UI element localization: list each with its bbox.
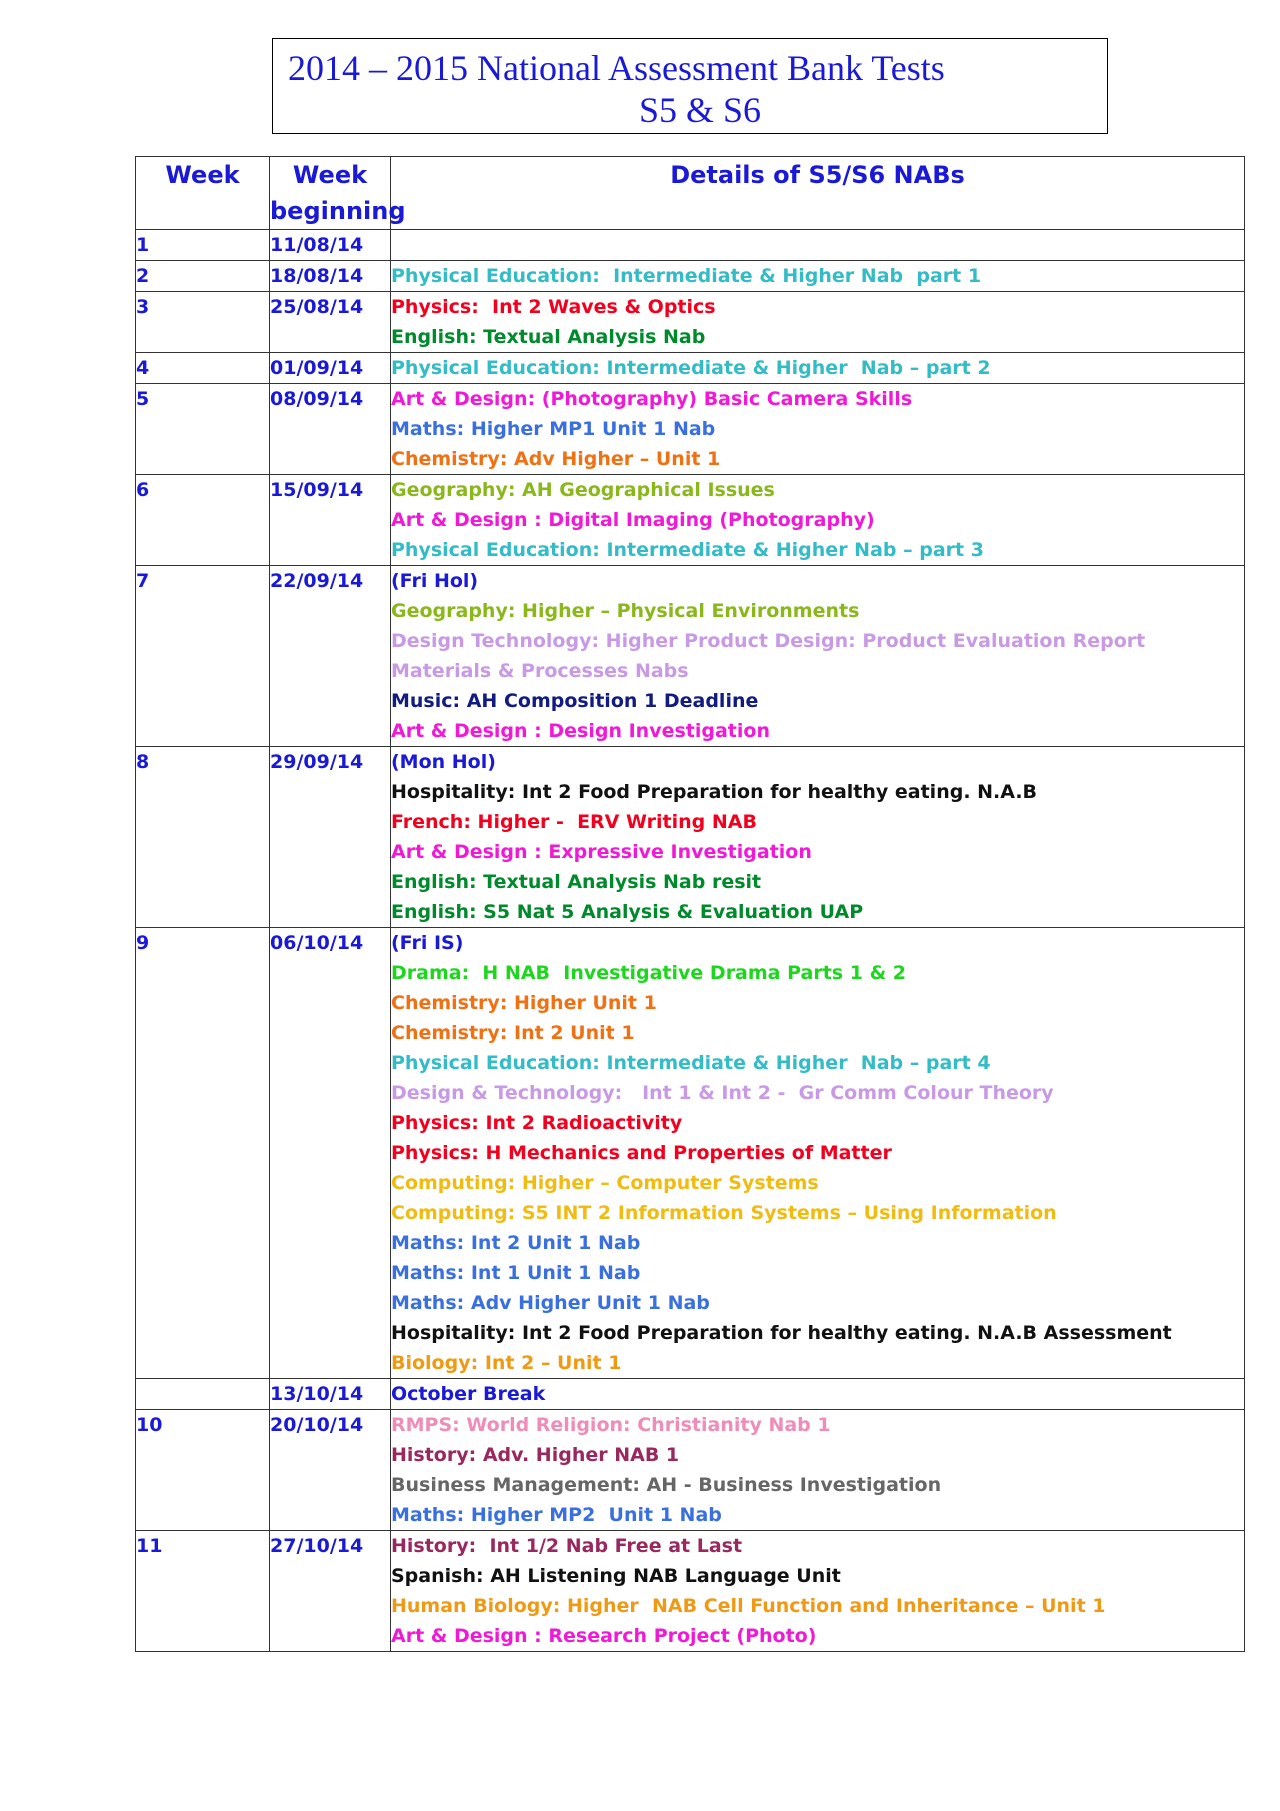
column-header-week-beginning-line2: beginning <box>270 197 406 225</box>
week-beginning-date: 25/08/14 <box>270 292 391 353</box>
table-row <box>136 928 1245 1379</box>
table-row <box>136 1379 1245 1410</box>
table-row <box>136 475 1245 566</box>
column-header-week-beginning <box>270 157 406 230</box>
week-number: 7 <box>136 566 270 747</box>
nab-entry: Art & Design: (Photography) Basic Camera Skills <box>391 388 913 410</box>
nab-details <box>391 747 1245 928</box>
nab-entry: Business Management: AH - Business Investigation <box>391 1474 942 1496</box>
nab-entry: October Break <box>391 1383 546 1405</box>
nab-details <box>391 566 1245 747</box>
nab-entry: Computing: Higher – Computer Systems <box>391 1172 819 1194</box>
column-header-week: Week <box>136 157 270 230</box>
nab-entry: Art & Design : Expressive Investigation <box>391 841 812 863</box>
week-number: 4 <box>136 353 270 384</box>
nab-entry: Physical Education: Intermediate & Higher Nab – part 4 <box>391 1052 991 1074</box>
nab-entry: French: Higher - ERV Writing NAB <box>391 811 757 833</box>
week-number: 2 <box>136 261 270 292</box>
nab-entry: Physics: Int 2 Waves & Optics <box>391 296 716 318</box>
table-row <box>136 230 1245 261</box>
nab-entry: Biology: Int 2 – Unit 1 <box>391 1352 622 1374</box>
column-header-week-beginning-line1: Week <box>292 161 368 189</box>
nab-entry: (Fri Hol) <box>391 570 479 592</box>
table-row <box>136 292 1245 353</box>
week-number <box>136 1379 270 1410</box>
nab-entry: English: S5 Nat 5 Analysis & Evaluation UAP <box>391 901 864 923</box>
page-title: 2014 – 2015 National Assessment Bank Tests <box>288 48 945 88</box>
nab-entry: Drama: H NAB Investigative Drama Parts 1 & 2 <box>391 962 906 984</box>
nab-details <box>391 928 1245 1379</box>
nab-entry: Maths: Int 1 Unit 1 Nab <box>391 1262 641 1284</box>
week-number: 1 <box>136 230 270 261</box>
nab-entry: Maths: Adv Higher Unit 1 Nab <box>391 1292 710 1314</box>
nab-entry: Music: AH Composition 1 Deadline <box>391 690 759 712</box>
nab-entry: Hospitality: Int 2 Food Preparation for healthy eating. N.A.B <box>391 781 1038 803</box>
nab-entry: Design Technology: Higher Product Design: Product Evaluation Report <box>391 630 1146 652</box>
week-beginning-date: 22/09/14 <box>270 566 391 747</box>
nab-entry: Design & Technology: Int 1 & Int 2 - Gr Comm Colour Theory <box>391 1082 1054 1104</box>
week-number: 10 <box>136 1410 270 1531</box>
nab-entry: RMPS: World Religion: Christianity Nab 1 <box>391 1414 831 1436</box>
nab-entry: Chemistry: Adv Higher – Unit 1 <box>391 448 721 470</box>
nab-entry: Physical Education: Intermediate & Higher Nab – part 3 <box>391 539 984 561</box>
nab-entry: Art & Design : Digital Imaging (Photography) <box>391 509 875 531</box>
week-beginning-date: 18/08/14 <box>270 261 391 292</box>
nab-entry: English: Textual Analysis Nab resit <box>391 871 762 893</box>
nab-entry: Maths: Higher MP2 Unit 1 Nab <box>391 1504 722 1526</box>
week-number: 6 <box>136 475 270 566</box>
nab-entry: Physics: H Mechanics and Properties of Matter <box>391 1142 892 1164</box>
nab-details <box>391 384 1245 475</box>
table-row <box>136 566 1245 747</box>
week-number: 11 <box>136 1531 270 1652</box>
nab-entry: Chemistry: Higher Unit 1 <box>391 992 657 1014</box>
week-beginning-date: 11/08/14 <box>270 230 391 261</box>
nab-details <box>391 353 1245 384</box>
nab-entry: (Mon Hol) <box>391 751 496 773</box>
nab-details <box>391 475 1245 566</box>
nab-entry: Physical Education: Intermediate & Higher Nab part 1 <box>391 265 982 287</box>
week-number: 3 <box>136 292 270 353</box>
table-row <box>136 353 1245 384</box>
nab-entry: Art & Design : Research Project (Photo) <box>391 1625 817 1647</box>
nab-entry: (Fri IS) <box>391 932 464 954</box>
week-beginning-date: 27/10/14 <box>270 1531 391 1652</box>
week-beginning-date: 15/09/14 <box>270 475 391 566</box>
table-row <box>136 1531 1245 1652</box>
week-beginning-date: 08/09/14 <box>270 384 391 475</box>
nab-entry: Materials & Processes Nabs <box>391 660 689 682</box>
nab-entry: Computing: S5 INT 2 Information Systems – Using Information <box>391 1202 1057 1224</box>
week-beginning-date: 06/10/14 <box>270 928 391 1379</box>
week-beginning-date: 01/09/14 <box>270 353 391 384</box>
nab-entry: Human Biology: Higher NAB Cell Function and Inheritance – Unit 1 <box>391 1595 1106 1617</box>
nab-entry: Geography: AH Geographical Issues <box>391 479 775 501</box>
nab-entry: Physics: Int 2 Radioactivity <box>391 1112 683 1134</box>
nab-details <box>391 1379 1245 1410</box>
table-row <box>136 747 1245 928</box>
week-beginning-date: 29/09/14 <box>270 747 391 928</box>
table-row <box>136 384 1245 475</box>
title-box <box>272 38 1108 134</box>
nab-details <box>391 1531 1245 1652</box>
nab-entry: Art & Design : Design Investigation <box>391 720 770 742</box>
nab-entry: Maths: Higher MP1 Unit 1 Nab <box>391 418 716 440</box>
nab-details <box>391 261 1245 292</box>
nab-entry: Maths: Int 2 Unit 1 Nab <box>391 1232 641 1254</box>
week-beginning-date: 13/10/14 <box>270 1379 391 1410</box>
page-subtitle: S5 & S6 <box>638 90 762 130</box>
table-header-row <box>136 157 1245 230</box>
nab-schedule-table <box>135 156 1245 1652</box>
week-beginning-date: 20/10/14 <box>270 1410 391 1531</box>
nab-entry: English: Textual Analysis Nab <box>391 326 706 348</box>
empty-entry <box>391 230 1244 252</box>
nab-entry: Chemistry: Int 2 Unit 1 <box>391 1022 635 1044</box>
column-header-details: Details of S5/S6 NABs <box>391 157 1245 230</box>
table-row <box>136 1410 1245 1531</box>
nab-details <box>391 1410 1245 1531</box>
nab-entry: History: Int 1/2 Nab Free at Last <box>391 1535 743 1557</box>
nab-entry: Hospitality: Int 2 Food Preparation for healthy eating. N.A.B Assessment <box>391 1322 1172 1344</box>
week-number: 5 <box>136 384 270 475</box>
nab-entry: History: Adv. Higher NAB 1 <box>391 1444 680 1466</box>
table-body <box>136 230 1245 1652</box>
nab-entry: Physical Education: Intermediate & Higher Nab – part 2 <box>391 357 991 379</box>
table-row <box>136 261 1245 292</box>
week-number: 9 <box>136 928 270 1379</box>
nab-entry: Spanish: AH Listening NAB Language Unit <box>391 1565 841 1587</box>
week-number: 8 <box>136 747 270 928</box>
nab-entry: Geography: Higher – Physical Environments <box>391 600 860 622</box>
nab-details <box>391 292 1245 353</box>
nab-details <box>391 230 1245 261</box>
